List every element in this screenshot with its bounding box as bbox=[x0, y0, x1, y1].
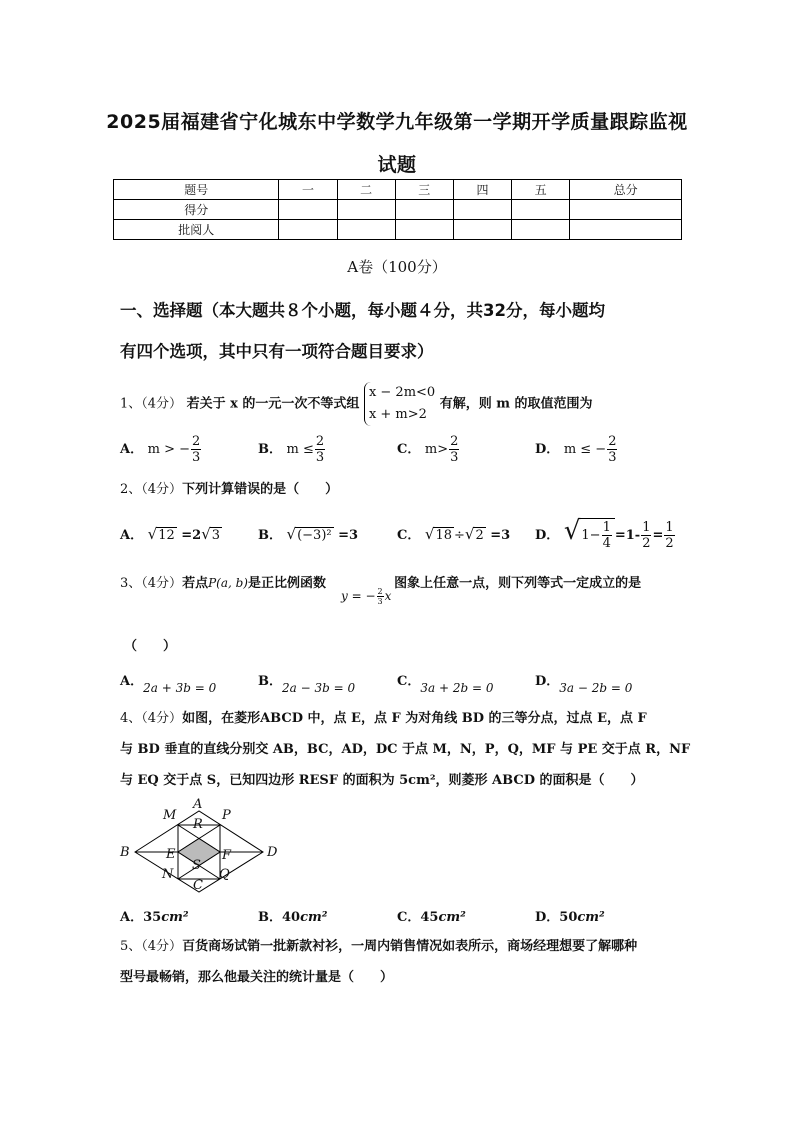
table-cell bbox=[395, 200, 453, 220]
table-cell bbox=[279, 220, 337, 240]
label-e: E bbox=[166, 847, 176, 862]
score-table bbox=[113, 179, 682, 240]
table-cell bbox=[512, 220, 570, 240]
volume-title: A卷（100分） bbox=[347, 258, 447, 276]
q3-option-d[interactable]: D．3a − 2b = 0 bbox=[535, 674, 633, 695]
q4-option-b[interactable]: B．40cm² bbox=[258, 910, 328, 925]
question-4: 4、（4分）如图，在菱形ABCD 中，点 E，点 F 为对角线 BD 的三等分点，过点 E，点 F 与 BD 垂直的直线分别交 AB，BC，AD，DC 于点 M，N，P，Q，MF 与 PE 交于点 R，NF 与 EQ 交于点 S，已知四边形 RESF 的面积为 5cm²，则菱形 ABCD 的面积是（ ） bbox=[120, 711, 691, 788]
q2-option-a[interactable]: A． √12 =2√3 bbox=[120, 525, 221, 543]
table-header-cell: 三 bbox=[395, 180, 453, 200]
q2-option-b[interactable]: B． √(−3)² =3 bbox=[258, 525, 359, 543]
label-p: P bbox=[222, 808, 231, 823]
label-b: B bbox=[120, 845, 130, 860]
question-1: 1、（4分） 若关于 x 的一元一次不等式组 x − 2m<0 x + m>2 有解，则 m 的取值范围为 bbox=[120, 382, 593, 426]
table-cell bbox=[337, 200, 395, 220]
table-header-cell: 四 bbox=[453, 180, 511, 200]
table-cell bbox=[570, 220, 682, 240]
question-2: 2、（4分）下列计算错误的是（ ） bbox=[120, 482, 339, 497]
q1-option-b[interactable]: B． m ≤ $\frac{2}{3}$ bbox=[258, 434, 325, 465]
label-s: S bbox=[192, 858, 201, 873]
q4-option-d[interactable]: D．50cm² bbox=[535, 910, 605, 925]
label-c: C bbox=[193, 878, 203, 893]
table-cell bbox=[570, 200, 682, 220]
table-cell bbox=[512, 200, 570, 220]
table-header-cell: 五 bbox=[512, 180, 570, 200]
q1-option-c[interactable]: C． m> $\frac{2}{3}$ bbox=[397, 434, 459, 465]
label-q: Q bbox=[219, 867, 230, 882]
table-cell bbox=[453, 220, 511, 240]
question-2-text: 下列计算错误的是（ ） bbox=[182, 482, 339, 497]
section-heading-line1: 一、选择题（本大题共８个小题，每小题４分，共32分，每小题均 bbox=[120, 301, 605, 320]
table-row-label: 得分 bbox=[114, 200, 279, 220]
label-n: N bbox=[162, 867, 174, 882]
table-row bbox=[114, 200, 682, 220]
table-cell bbox=[279, 200, 337, 220]
page-title-line2: 试题 bbox=[377, 154, 417, 176]
question-1-text: 若关于 x 的一元一次不等式组 bbox=[186, 396, 360, 412]
q3-option-b[interactable]: B．2a − 3b = 0 bbox=[258, 674, 356, 695]
table-cell bbox=[395, 220, 453, 240]
q2-option-d[interactable]: D． √1− $\frac{1}{4}$ =1- $\frac{1}{2}$ = $\frac{1}{2}$ bbox=[535, 516, 674, 551]
table-row-label: 批阅人 bbox=[114, 220, 279, 240]
table-header-cell: 题号 bbox=[114, 180, 279, 200]
table-cell bbox=[453, 200, 511, 220]
q3-option-a[interactable]: A．2a + 3b = 0 bbox=[120, 674, 217, 695]
table-header-cell: 二 bbox=[337, 180, 395, 200]
question-3: 3、（4分）若点P(a, b)是正比例函数 图象上任意一点，则下列等式一定成立的是 bbox=[120, 576, 642, 591]
q4-option-c[interactable]: C．45cm² bbox=[397, 910, 466, 925]
question-5: 5、（4分）百货商场试销一批新款衬衫，一周内销售情况如表所示，商场经理想要了解哪种 型号最畅销，那么他最关注的统计量是（ ） bbox=[120, 939, 638, 985]
label-d: D bbox=[267, 845, 278, 860]
table-row bbox=[114, 220, 682, 240]
label-m: M bbox=[163, 808, 177, 823]
label-f: F bbox=[222, 848, 232, 863]
q1-option-d[interactable]: D． m ≤ − $\frac{2}{3}$ bbox=[535, 434, 617, 465]
page-title: 2025届福建省宁化城东中学数学九年级第一学期开学质量跟踪监视 bbox=[106, 111, 688, 133]
section-heading-line2: 有四个选项，其中只有一项符合题目要求） bbox=[120, 342, 434, 361]
table-row bbox=[114, 180, 682, 200]
answer-paren: （ ） bbox=[124, 639, 177, 654]
inequality-system: x − 2m<0 x + m>2 bbox=[364, 382, 435, 426]
q4-option-a[interactable]: A．35cm² bbox=[120, 910, 189, 925]
label-a: A bbox=[193, 797, 203, 812]
table-header-cell: 总分 bbox=[570, 180, 682, 200]
q2-option-c[interactable]: C． √18 ÷√2 =3 bbox=[397, 525, 511, 543]
label-r: R bbox=[193, 817, 203, 832]
q3-option-c[interactable]: C．3a + 2b = 0 bbox=[397, 674, 494, 695]
table-header-cell: 一 bbox=[279, 180, 337, 200]
function-expression: y = − $\frac{2}{3}$ x bbox=[341, 587, 392, 606]
table-cell bbox=[337, 220, 395, 240]
q1-option-a[interactable]: A． m > − $\frac{2}{3}$ bbox=[120, 434, 201, 465]
